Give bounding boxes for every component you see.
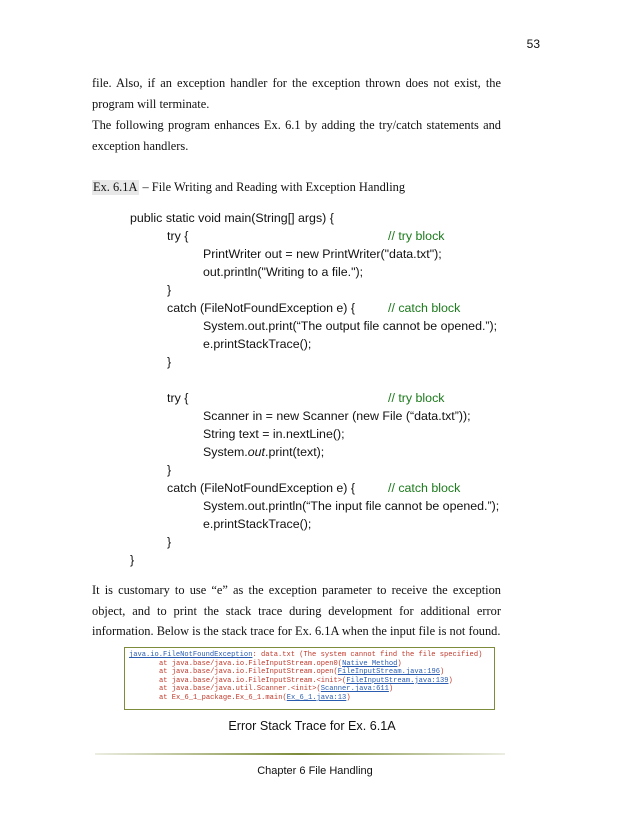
code-line: e.printStackTrace(); xyxy=(203,517,312,531)
trace-line xyxy=(129,685,490,694)
stack-trace-figure xyxy=(124,647,495,710)
example-title: – File Writing and Reading with Exception Handling xyxy=(139,180,406,194)
code-line: public static void main(String[] args) { xyxy=(130,211,334,225)
footer-divider xyxy=(95,753,505,755)
trace-link[interactable]: java.io.FileNotFoundException xyxy=(129,651,253,659)
trace-text: at java.base/java.io.FileInputStream.open0( xyxy=(159,659,343,668)
code-line: Scanner in = new Scanner (new File (“data.txt”)); xyxy=(203,409,471,423)
caption-text: Error Stack Trace for Ex. 6.1A xyxy=(228,719,396,733)
code-line: e.printStackTrace(); xyxy=(203,337,312,351)
example-tag: Ex. 6.1A xyxy=(93,180,138,194)
trace-line xyxy=(129,660,490,669)
page-number: 53 xyxy=(526,37,540,51)
trace-close: ) xyxy=(397,659,402,668)
paragraph-stack-trace-intro: It is customary to use “e” as the exception parameter to receive the exception object, and to print the stack trace during development for additional error information. Below is the stack trace for Ex. 6.1A when the input file is not found. xyxy=(92,583,501,638)
trace-link[interactable]: Ex_6_1.java:13 xyxy=(286,693,347,702)
code-line: } xyxy=(130,553,135,567)
trace-line xyxy=(129,694,490,703)
trace-link[interactable]: Native Method xyxy=(342,659,398,668)
trace-text: at java.base/java.util.Scanner.<init>( xyxy=(159,685,321,694)
code-line: try { xyxy=(167,391,189,405)
trace-close: ) xyxy=(346,693,351,702)
code-token: .print(text); xyxy=(265,445,325,459)
code-token-italic: out xyxy=(247,445,265,459)
code-line: } xyxy=(167,283,172,297)
paragraph-intro: file. Also, if an exception handler for the exception thrown does not exist, the program will terminate. xyxy=(92,76,501,111)
code-comment: // try block xyxy=(388,391,445,405)
code-line: System.out.println(“The input file cannot be opened.”); xyxy=(203,499,500,513)
code-line: } xyxy=(167,535,172,549)
code-comment: // catch block xyxy=(388,481,461,495)
code-line: } xyxy=(167,355,172,369)
code-line xyxy=(203,445,324,459)
code-comment: // try block xyxy=(388,229,445,243)
chapter-footer: Chapter 6 File Handling xyxy=(257,765,373,777)
trace-close: ) xyxy=(388,685,394,694)
trace-text: at Ex_6_1_package.Ex_6_1.main( xyxy=(159,693,287,702)
trace-link[interactable]: FileInputStream.java:139 xyxy=(346,676,449,685)
code-line: catch (FileNotFoundException e) { xyxy=(167,301,356,315)
code-line: out.println("Writing to a file."); xyxy=(203,265,364,279)
trace-line xyxy=(129,668,490,677)
code-line: try { xyxy=(167,229,189,243)
code-line: catch (FileNotFoundException e) { xyxy=(167,481,356,495)
trace-link[interactable]: FileInputStream.java:196 xyxy=(337,668,440,677)
code-line: System.out.print(“The output file cannot be opened.”); xyxy=(203,319,498,333)
code-line: String text = in.nextLine(); xyxy=(203,427,345,441)
trace-close: ) xyxy=(439,668,445,677)
figure-caption xyxy=(0,719,630,733)
trace-text: at java.base/java.io.FileInputStream.<init>( xyxy=(159,676,347,685)
trace-line xyxy=(129,651,490,660)
code-line: PrintWriter out = new PrintWriter("data.txt"); xyxy=(203,247,442,261)
trace-line xyxy=(129,677,490,686)
paragraph-enhances: The following program enhances Ex. 6.1 by adding the try/catch statements and exception handlers. xyxy=(92,118,501,153)
trace-close: ) xyxy=(448,676,453,685)
trace-link[interactable]: Scanner.java:611 xyxy=(320,685,389,694)
trace-text: : data.txt (The system cannot find the file specified) xyxy=(252,651,483,659)
code-token: System. xyxy=(203,445,248,459)
code-comment: // catch block xyxy=(388,301,461,315)
code-line: } xyxy=(167,463,172,477)
trace-text: at java.base/java.io.FileInputStream.open( xyxy=(159,668,338,677)
